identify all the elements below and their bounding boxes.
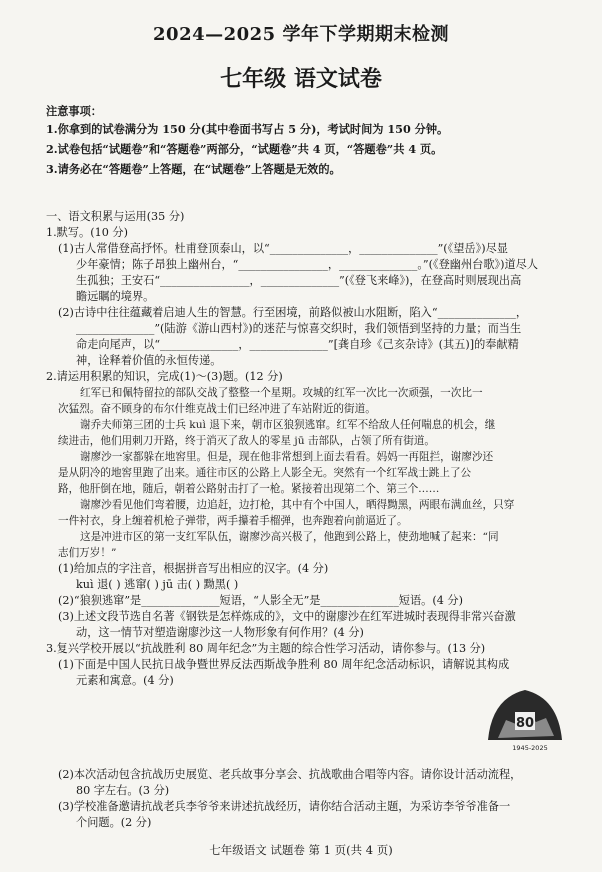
note-item: 2.试卷包括“试题卷”和“答题卷”两部分，“试题卷”共 4 页，“答题卷”共 4 页。 [46,142,443,156]
note-item: 1.你拿到的试卷满分为 150 分(其中卷面书写占 5 分)，考试时间为 150 分钟。 [46,122,449,136]
question-text: (1)给加点的字注音，根据拼音写出相应的汉字。(4 分) [58,562,329,575]
passage-line: 谢廖沙看见他们弯着腰，边追赶，边打枪，其中有个中国人，晒得黝黑，两眼布满血丝，只穿 [80,499,515,511]
question-text: 80 字左右。(3 分) [76,784,170,797]
question-text: (3)学校准备邀请抗战老兵李爷爷来讲述抗战经历，请你结合活动主题，为采访李爷爷准备一 [58,800,511,813]
question-text: 瞻远瞩的境界。 [76,290,155,303]
question-text: (1)古人常借登高抒怀。杜甫登顶泰山，以“______________，______________”(《望岳》)尽显 [58,242,508,255]
section-heading: 一、语文积累与运用(35 分) [46,210,185,223]
question-text: (1)下面是中国人民抗日战争暨世界反法西斯战争胜利 80 周年纪念活动标识，请解说其构成 [58,658,510,671]
exam-title: 2024—2025 学年下学期期末检测 [153,24,449,45]
passage-line: 次猛烈。奋不顾身的布尔什维克战士们已经冲进了车站附近的街道。 [58,403,376,415]
question-2: 2.请运用积累的知识，完成(1)～(3)题。(12 分) [46,370,283,383]
question-text: 生孤独；王安石“________________，______________”(《登飞来峰》)，在登高时则展现出高 [76,274,522,287]
notes-heading: 注意事项： [46,104,102,118]
question-text: (2)古诗中往往蕴藏着启迪人生的智慧。行至困境，前路似被山水阻断，陷入“______________， [58,306,528,319]
question-text: 个问题。(2 分) [76,816,152,829]
passage-line: 路，他肝倒在地，随后，朝着公路射击打了一枪。紧接着出现第二个、第三个…… [58,483,440,495]
question-text: 元素和寓意。(4 分) [76,674,174,687]
passage-line: 红军已和佩特留拉的部队交战了整整一个星期。攻城的红军一次比一次顽强，一次比一 [80,387,483,399]
question-text: 少年豪情；陈子昂独上幽州台，“________________，______________。”(《登幽州台歌》)道尽人 [76,258,539,271]
question-text: 动，这一情节对塑造谢廖沙这一人物形象有何作用？(4 分) [76,626,364,639]
pinyin-row: kuì 退( ) 逃窜( ) jū 击( ) 黝黑( ) [76,578,239,591]
question-1: 1.默写。(10 分) [46,226,128,239]
logo-number: 80 [515,716,535,731]
logo-years: 1945-2025 [512,744,548,752]
page-footer: 七年级语文 试题卷 第 1 页(共 4 页) [209,843,393,857]
note-item: 3.请务必在“答题卷”上答题，在“试题卷”上答题是无效的。 [46,162,341,176]
question-text: 命走向尾声，以“______________，______________”[龚自珍《己亥杂诗》(其五)]的奉献精 [76,338,519,351]
passage-line: 续进击，他们用刺刀开路，终于消灭了敌人的零星 jū 击部队，占领了所有街道。 [58,435,436,447]
passage-line: 这是冲进市区的第一支红军队伍，谢廖沙高兴极了，他跑到公路上，使劲地喊了起来：“同 [80,531,499,543]
passage-line: 是从阴冷的地窖里跑了出来。通往市区的公路上人影全无。突然有一个红军战士跳上了公 [58,467,472,479]
question-3: 3.复兴学校开展以“抗战胜利 80 周年纪念”为主题的综合性学习活动，请你参与。(13 分) [46,642,486,655]
question-text: (2)“狼狈逃窜”是______________短语，“人影全无”是______________短语。(4 分) [58,594,463,607]
question-text: (3)上述文段节选自名著《钢铁是怎样炼成的》，文中的谢廖沙在红军进城时表现得非常兴奋激 [58,610,516,623]
passage-line: 谢廖沙一家都躲在地窖里。但是，现在他非常想到上面去看看。妈妈一再阻拦，谢廖沙还 [80,451,494,463]
exam-subtitle: 七年级 语文试卷 [220,66,382,92]
passage-line: 志们万岁！” [58,547,117,559]
question-text: 神，诠释着价值的永恒传递。 [76,354,222,367]
passage-line: 一件衬衣，身上缠着机枪子弹带，两手攥着手榴弹，也奔跑着向前逼近了。 [58,515,408,527]
anniversary-logo [480,678,570,758]
question-text: (2)本次活动包含抗战历史展览、老兵故事分享会、抗战歌曲合唱等内容。请你设计活动流程， [58,768,522,781]
question-text: ______________”(陆游《游山西村》)的迷茫与惊喜交织时，我们领悟到坚持的力量；而当生 [76,322,522,335]
passage-line: 谢乔夫师第三团的士兵 kuì 退下来，朝市区狼狈逃窜。红军不给敌人任何喘息的机会，继 [80,419,496,431]
